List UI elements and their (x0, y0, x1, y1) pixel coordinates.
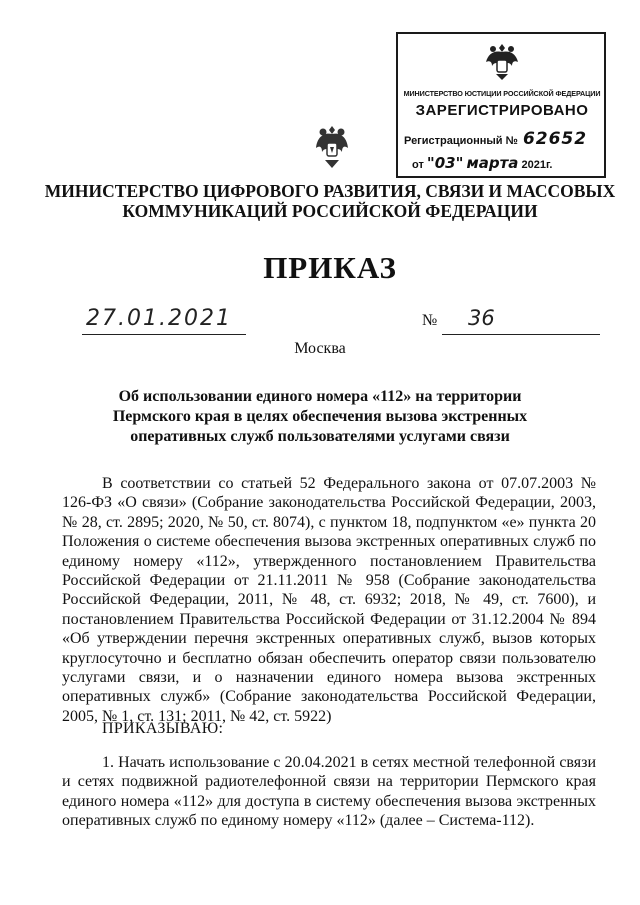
order-number-field (442, 306, 600, 335)
stamp-date-prefix: от (412, 159, 424, 171)
stamp-date-month: марта (466, 154, 519, 172)
city: Москва (294, 340, 346, 357)
stamp-reg-number: 62652 (522, 129, 588, 149)
registration-stamp (396, 32, 606, 178)
preamble-paragraph: В соответствии со статьей 52 Федерального закона от 07.07.2003 № 126-ФЗ «О связи» (Собрание законодательства Российской Федерации, 2003, № 28, ст. 2895; 2020, № 50, ст. 8074), с пунктом 18, подпунктом «е» пункта 20 Положения о системе обеспечения вызова экстренных оперативных служб по единому номеру «112», утвержденного постановлением Правительства Российской Федерации от 21.11.2011 № 958 (Собрание законодательства Российской Федерации, 2011, № 48, ст. 6932; 2018, № 49, ст. 7600), и постановлением Правительства Российской Федерации от 31.12.2004 № 894 «Об утверждении перечня экстренных оперативных служб, вызов которых круглосуточно и бесплатно обязан обеспечить оператор связи пользователю услугами связи, и о назначении единого номера вызова экстренных оперативных служб» (Собрание законодательства Российской Федерации, 2005, № 1, ст. 131; 2011, № 42, ст. 5922) (62, 475, 596, 725)
order-number: 36 (468, 306, 495, 330)
coat-of-arms-icon (482, 40, 522, 82)
order-date-field (82, 306, 246, 335)
stamp-registration-line (404, 129, 604, 149)
stamp-date-day: "03" (426, 154, 464, 172)
stamp-ministry: МИНИСТЕРСТВО ЮСТИЦИИ РОССИЙСКОЙ ФЕДЕРАЦИИ (403, 89, 601, 98)
stamp-reg-label: Регистрационный № (404, 135, 518, 147)
order-number-label: № (422, 312, 438, 329)
document-title: ПРИКАЗ (263, 250, 397, 285)
stamp-registered: ЗАРЕГИСТРИРОВАНО (415, 102, 589, 119)
stamp-date-line (412, 154, 602, 172)
coat-of-arms-icon (314, 124, 350, 170)
order-word: ПРИКАЗЫВАЮ: (102, 720, 224, 737)
item-1-paragraph: 1. Начать использование с 20.04.2021 в сетях местной телефонной связи и сетях подвижной радиотелефонной связи на территории Пермского края единого номера «112» для доступа в систему обеспечения вызова экстренных оперативных служб по единому номеру «112» (далее – Система-112). (62, 754, 596, 830)
order-subject: Об использовании единого номера «112» на территории Пермского края в целях обеспечения вызова экстренных оперативных служб пользователями услугами связи (112, 388, 528, 445)
stamp-date-year: 2021г. (521, 159, 553, 171)
order-date: 27.01.2021 (86, 306, 232, 331)
ministry-name: МИНИСТЕРСТВО ЦИФРОВОГО РАЗВИТИЯ, СВЯЗИ И МАССОВЫХ КОММУНИКАЦИЙ РОССИЙСКОЙ ФЕДЕРАЦИИ (44, 181, 616, 221)
